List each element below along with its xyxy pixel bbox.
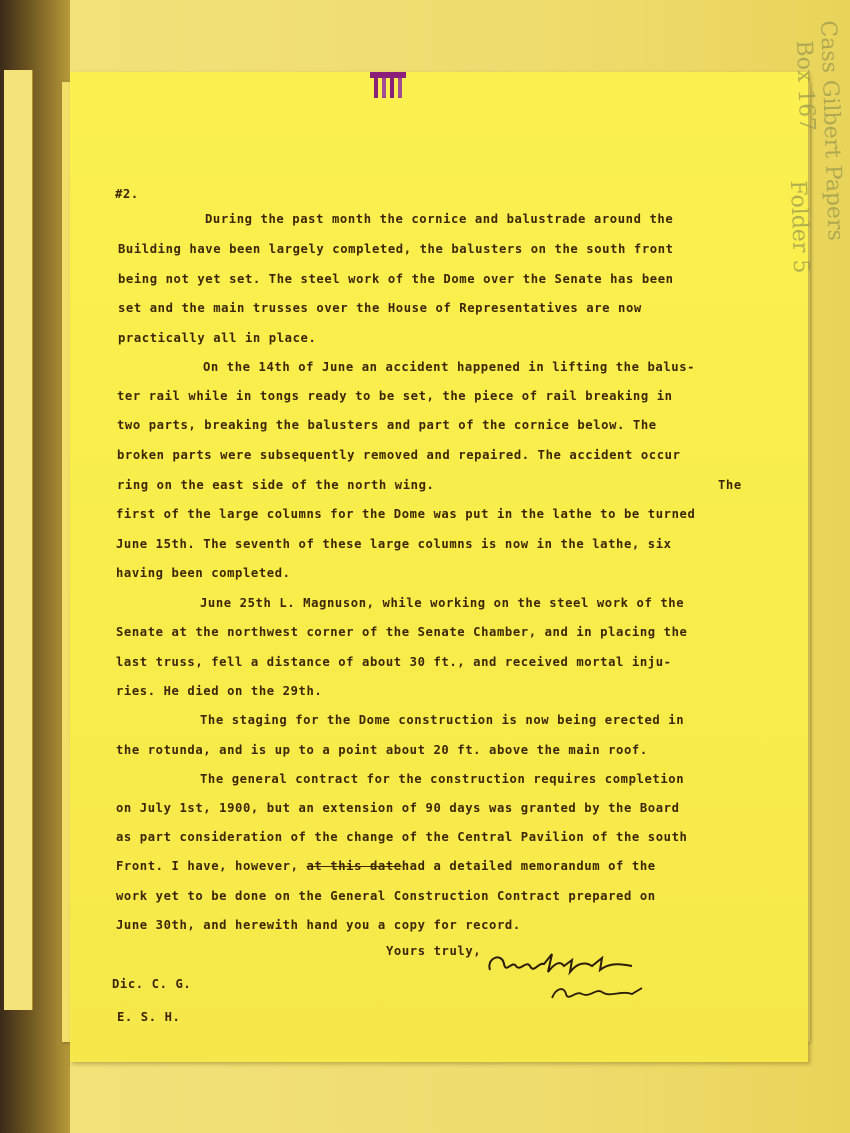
line-text: the rotunda, and is up to a point about 20 ft. above the main roof. (116, 743, 648, 757)
text-line (116, 566, 291, 580)
text-line (205, 212, 673, 226)
line-text: set and the main trusses over the House of Representatives are now (118, 301, 642, 315)
text-line (116, 655, 672, 669)
margin-note: Box 167 (791, 40, 820, 132)
margin-note: Folder 5 (785, 180, 814, 274)
line-text: work yet to be done on the General Construction Contract prepared on (116, 889, 656, 903)
margin-note: Cass Gilbert Papers (815, 20, 848, 242)
text-line (116, 918, 521, 932)
text-line (117, 389, 673, 403)
text-line (116, 507, 695, 521)
line-text: The general contract for the construction requires completion (200, 772, 685, 786)
line-text: last truss, fell a distance of about 30 ft., and received mortal inju- (116, 655, 672, 669)
text-line (117, 478, 435, 492)
line-text: two parts, breaking the balusters and part of the cornice below. The (117, 418, 657, 432)
line-text: being not yet set. The steel work of the Dome over the Senate has been (118, 272, 674, 286)
line-text: having been completed. (116, 566, 291, 580)
line-text: ring on the east side of the north wing. (117, 478, 435, 492)
line-text-continued: had a detailed memorandum of the (401, 859, 656, 873)
text-line (200, 772, 684, 786)
text-line (203, 360, 695, 374)
line-text: June 25th L. Magnuson, while working on the steel work of the (200, 596, 685, 610)
line-text: Front. I have, however, (116, 859, 307, 873)
text-line (116, 889, 656, 903)
text-line (200, 713, 684, 727)
text-line (116, 743, 648, 757)
typist-initials: E. S. H. (117, 1010, 181, 1024)
line-text: Building have been largely completed, the balusters on the south front (118, 242, 674, 256)
text-line (718, 478, 742, 492)
line-text: first of the large columns for the Dome was put in the lathe to be turned (116, 507, 696, 521)
line-text: June 30th, and herewith hand you a copy for record. (116, 918, 521, 932)
text-line (118, 301, 642, 315)
text-line (116, 625, 688, 639)
closing: Yours truly, (386, 944, 482, 958)
signature-icon (482, 940, 652, 1010)
line-text: practically all in place. (118, 331, 317, 345)
line-text: ries. He died on the 29th. (116, 684, 323, 698)
text-line (116, 830, 688, 844)
line-text: The (718, 478, 742, 492)
text-line (117, 448, 681, 462)
line-text: During the past month the cornice and balustrade around the (205, 212, 674, 226)
page-number: #2. (115, 187, 139, 201)
line-text: The staging for the Dome construction is now being erected in (200, 713, 685, 727)
line-text: On the 14th of June an accident happened in lifting the balus- (203, 360, 696, 374)
text-line (118, 272, 674, 286)
line-text: Senate at the northwest corner of the Senate Chamber, and in placing the (116, 625, 688, 639)
line-text: ter rail while in tongs ready to be set, the piece of rail breaking in (117, 389, 673, 403)
text-line (116, 684, 322, 698)
line-text: on July 1st, 1900, but an extension of 90 days was granted by the Board (116, 801, 680, 815)
text-line (116, 801, 680, 815)
text-line (116, 859, 656, 873)
text-line (116, 537, 672, 551)
line-text: broken parts were subsequently removed and repaired. The accident occur (117, 448, 681, 462)
struck-text: at this date (306, 859, 402, 873)
line-text: as part consideration of the change of the Central Pavilion of the south (116, 830, 688, 844)
text-line (118, 242, 674, 256)
text-line (117, 418, 657, 432)
dictation-initials: Dic. C. G. (112, 977, 192, 991)
line-text: June 15th. The seventh of these large columns is now in the lathe, six (116, 537, 672, 551)
text-line (118, 331, 316, 345)
text-line (200, 596, 684, 610)
